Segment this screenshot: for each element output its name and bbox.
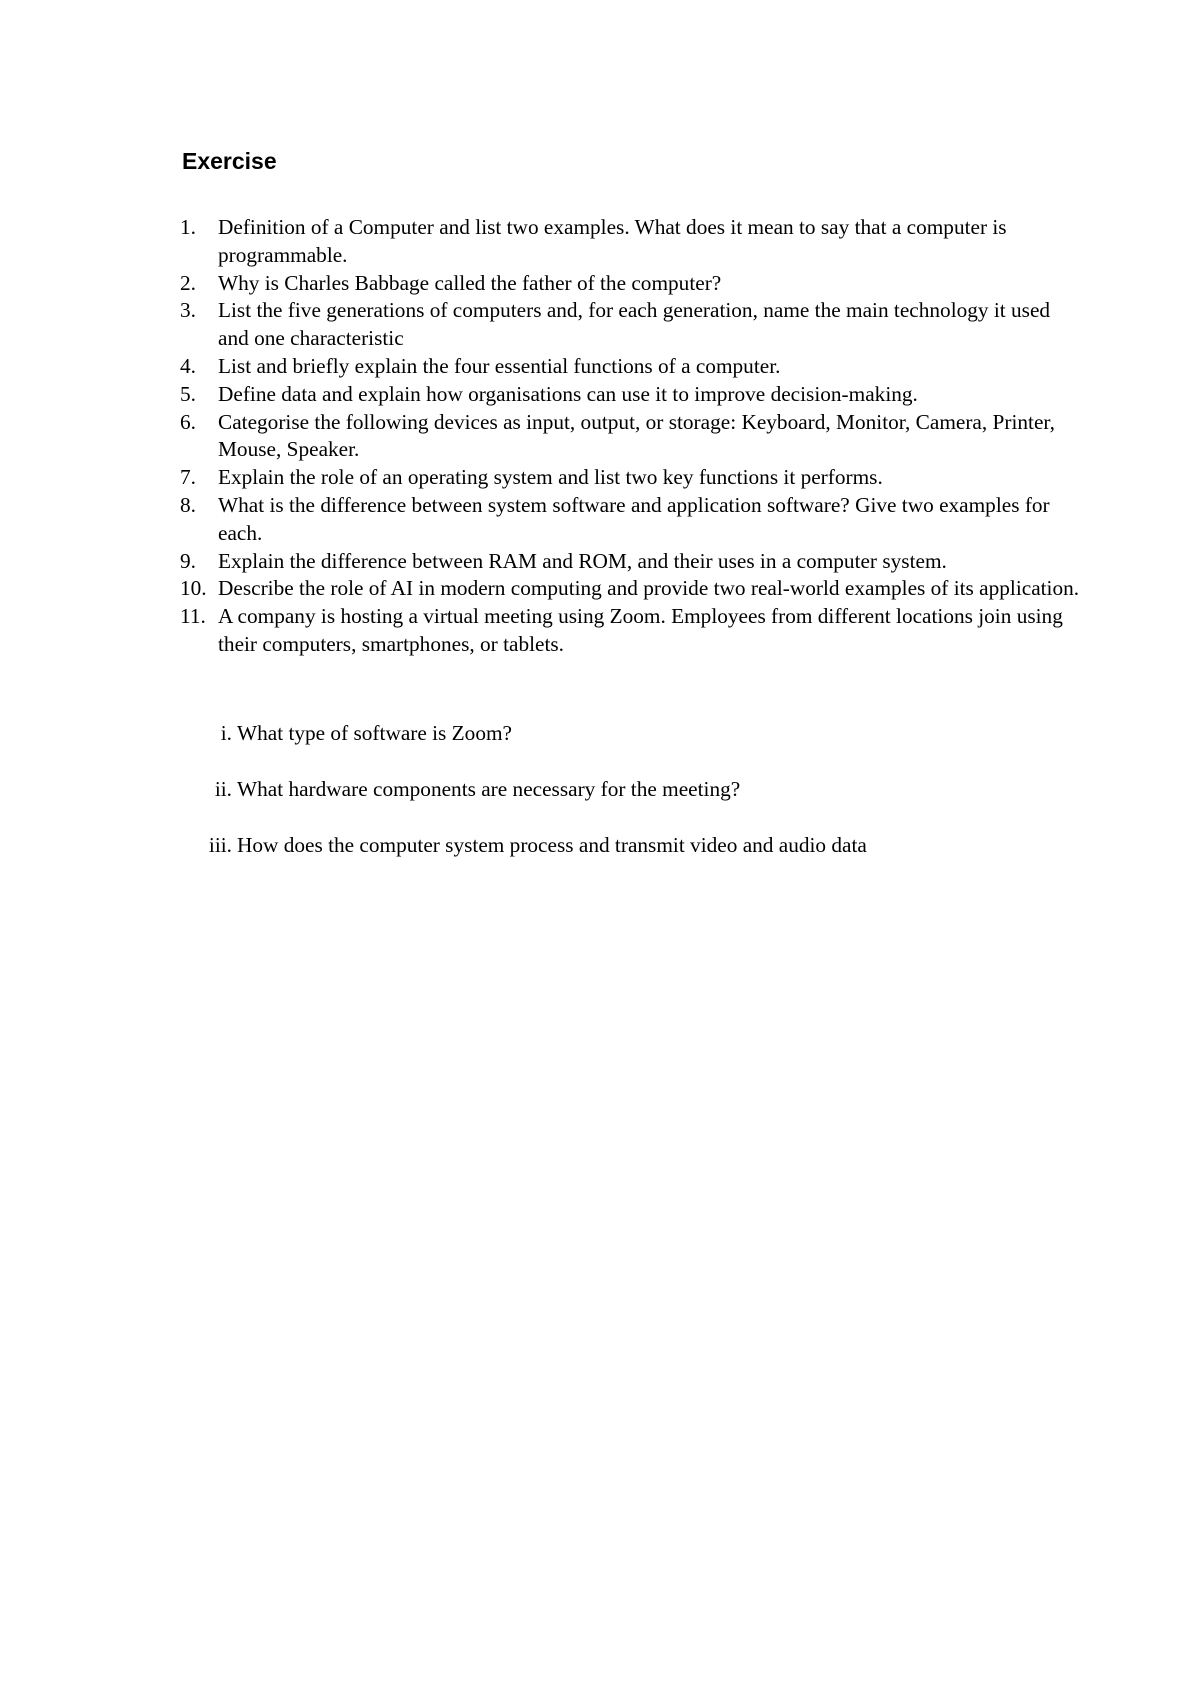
question-list xyxy=(180,214,1080,659)
subquestion-item xyxy=(180,775,1080,803)
question-number: 5. xyxy=(180,381,196,406)
subquestion-list xyxy=(180,719,1080,886)
subquestion-number: ii. xyxy=(214,776,232,801)
page-title: Exercise xyxy=(182,148,277,174)
subquestion-text: How does the computer system process and transmit video and audio data xyxy=(237,832,867,857)
question-item xyxy=(180,575,1080,603)
question-number: 2. xyxy=(180,270,196,295)
question-number: 1. xyxy=(180,215,196,239)
question-item xyxy=(180,409,1080,465)
question-item xyxy=(180,492,1080,548)
question-text: List the five generations of computers and, for each generation, name the main technology it used and one characteristic xyxy=(218,298,1051,351)
question-text: Why is Charles Babbage called the father of the computer? xyxy=(218,270,722,295)
question-text: Categorise the following devices as input, output, or storage: Keyboard, Monitor, Camera, Printer, Mouse, Speaker. xyxy=(218,409,1055,462)
question-number: 9. xyxy=(180,548,196,573)
question-number: 3. xyxy=(180,298,196,323)
question-item xyxy=(180,297,1080,353)
question-number: 10. xyxy=(180,576,207,601)
question-text: List and briefly explain the four essential functions of a computer. xyxy=(218,353,781,378)
question-number: 8. xyxy=(180,492,196,517)
question-text: Explain the difference between RAM and ROM, and their uses in a computer system. xyxy=(218,548,947,573)
question-text: Definition of a Computer and list two examples. What does it mean to say that a computer is programmable. xyxy=(218,215,1007,267)
question-item xyxy=(180,603,1080,659)
question-number: 6. xyxy=(180,409,196,434)
question-text: Explain the role of an operating system and list two key functions it performs. xyxy=(218,465,883,490)
question-item xyxy=(180,270,1080,298)
subquestion-item xyxy=(180,831,1080,859)
question-text: Define data and explain how organisations can use it to improve decision-making. xyxy=(218,381,918,406)
subquestion-number: i. xyxy=(220,721,232,745)
question-number: 7. xyxy=(180,465,196,490)
question-item xyxy=(180,353,1080,381)
question-item xyxy=(180,381,1080,409)
question-text: A company is hosting a virtual meeting using Zoom. Employees from different locations join using their computers, smartphones, or tablets. xyxy=(218,604,1063,656)
question-number: 4. xyxy=(180,353,196,378)
subquestion-text: What type of software is Zoom? xyxy=(237,721,512,745)
question-item xyxy=(180,214,1080,270)
question-text: What is the difference between system software and application software? Give two examples for each. xyxy=(218,492,1050,545)
subquestion-item xyxy=(180,719,1080,747)
question-item xyxy=(180,548,1080,576)
question-text: Describe the role of AI in modern computing and provide two real-world examples of its application. xyxy=(218,576,1080,601)
subquestion-number: iii. xyxy=(208,832,232,857)
question-item xyxy=(180,464,1080,492)
subquestion-text: What hardware components are necessary for the meeting? xyxy=(237,776,741,801)
question-number: 11. xyxy=(180,604,206,629)
